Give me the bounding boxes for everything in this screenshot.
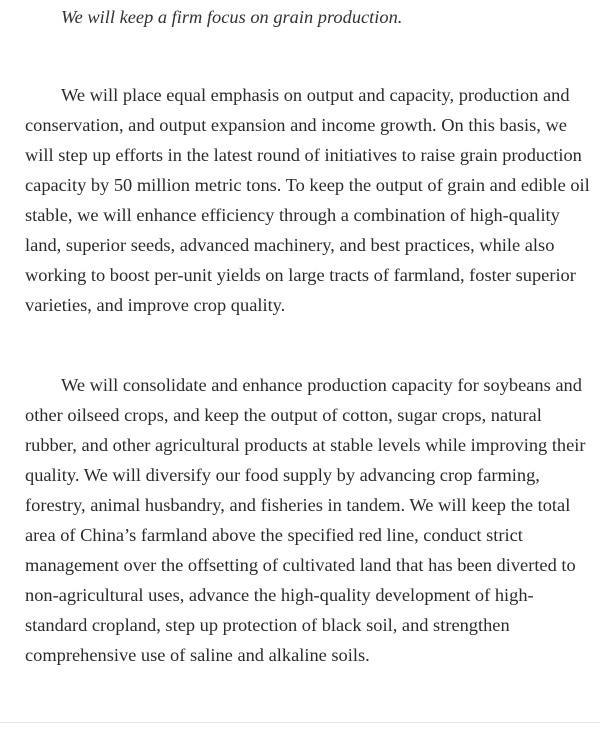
paragraph-oilseed-farmland: We will consolidate and enhance production capacity for soybeans and other oilseed crops, and keep the output of cotton, sugar crops, natural rubber, and other agricultural products at stable levels while improving their quality. We will diversify our food supply by advancing crop farming, forestry, animal husbandry, and fisheries in tandem. We will keep the total area of China’s farmland above the specified red line, conduct strict management over the offsetting of cultivated land that has been diverted to non-agricultural uses, advance the high-quality development of high-standard cropland, step up protection of black soil, and strengthen comprehensive use of saline and alkaline soils. — [25, 375, 586, 665]
paragraph-grain-capacity: We will place equal emphasis on output and capacity, production and conservation, and output expansion and income growth. On this basis, we will step up efforts in the latest round of initiatives to raise grain production capacity by 50 million metric tons. To keep the output of grain and edible oil stable, we will enhance efficiency through a combination of high-quality land, superior seeds, advanced machinery, and best practices, while also working to boost per-unit yields on large tracts of farmland, foster superior varieties, and improve crop quality. — [25, 85, 590, 315]
bottom-divider — [0, 722, 600, 723]
article-body — [25, 0, 590, 670]
section-heading: We will keep a firm focus on grain production. — [61, 7, 403, 27]
